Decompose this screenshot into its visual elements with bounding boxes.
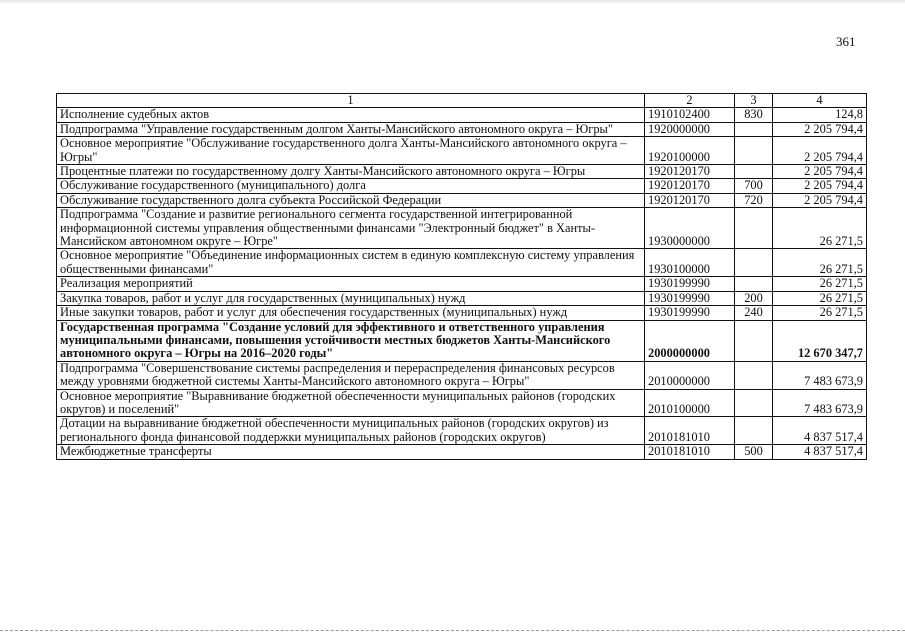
table-row <box>57 389 867 417</box>
row-code-cell: 1920120170 <box>645 179 735 193</box>
row-expense-type-cell <box>735 137 773 165</box>
row-expense-type-cell <box>735 249 773 277</box>
row-sum-cell: 2 205 794,4 <box>773 122 867 136</box>
table-row <box>57 165 867 179</box>
row-name-cell: Процентные платежи по государственному долгу Ханты-Мансийского автономного округа – Югры <box>57 165 645 179</box>
row-code-cell: 1930199990 <box>645 277 735 291</box>
row-code-cell: 1930000000 <box>645 208 735 249</box>
row-sum-cell: 26 271,5 <box>773 208 867 249</box>
table-row <box>57 179 867 193</box>
row-sum-cell: 4 837 517,4 <box>773 445 867 459</box>
row-sum-cell: 2 205 794,4 <box>773 179 867 193</box>
row-expense-type-cell <box>735 277 773 291</box>
table-row <box>57 277 867 291</box>
row-expense-type-cell <box>735 361 773 389</box>
table-row <box>57 361 867 389</box>
row-sum-cell: 26 271,5 <box>773 306 867 320</box>
row-code-cell: 2010000000 <box>645 361 735 389</box>
table-header-row <box>57 94 867 108</box>
row-expense-type-cell <box>735 122 773 136</box>
row-sum-cell: 7 483 673,9 <box>773 361 867 389</box>
row-code-cell: 1910102400 <box>645 108 735 122</box>
table-row <box>57 208 867 249</box>
header-col-sum: 4 <box>773 94 867 108</box>
row-name-cell: Подпрограмма "Совершенствование системы распределения и перераспределения финансовых ресурсов между уровнями бюджетной системы Ханты-Мансийского автономного округа – Югры" <box>57 361 645 389</box>
table-row <box>57 320 867 361</box>
row-sum-cell: 7 483 673,9 <box>773 389 867 417</box>
budget-table <box>56 93 867 460</box>
row-code-cell: 1920120170 <box>645 165 735 179</box>
table-row <box>57 137 867 165</box>
row-name-cell: Межбюджетные трансферты <box>57 445 645 459</box>
row-code-cell: 1930100000 <box>645 249 735 277</box>
row-name-cell: Дотации на выравнивание бюджетной обеспеченности муниципальных районов (городских округов) из регионального фонда финансовой поддержки муниципальных районов (городских округов) <box>57 417 645 445</box>
table-row <box>57 193 867 207</box>
table-row <box>57 108 867 122</box>
row-name-cell: Подпрограмма "Управление государственным долгом Ханты-Мансийского автономного округа – Югры" <box>57 122 645 136</box>
row-code-cell: 1920100000 <box>645 137 735 165</box>
row-expense-type-cell <box>735 165 773 179</box>
row-expense-type-cell <box>735 320 773 361</box>
table-row <box>57 445 867 459</box>
row-name-cell: Подпрограмма "Создание и развитие регионального сегмента государственной интегрированной информационной системы управления общественными финансами "Электронный бюджет" в Ханты-Мансийском автономном округе – Югре" <box>57 208 645 249</box>
row-name-cell: Реализация мероприятий <box>57 277 645 291</box>
scan-bottom-edge <box>0 630 905 633</box>
row-name-cell: Обслуживание государственного (муниципального) долга <box>57 179 645 193</box>
table-row <box>57 249 867 277</box>
row-sum-cell: 2 205 794,4 <box>773 137 867 165</box>
row-name-cell: Исполнение судебных актов <box>57 108 645 122</box>
row-expense-type-cell <box>735 417 773 445</box>
scan-top-edge <box>0 0 905 4</box>
row-name-cell: Основное мероприятие "Обслуживание государственного долга Ханты-Мансийского автономного округа – Югры" <box>57 137 645 165</box>
budget-table-body <box>57 94 867 460</box>
row-expense-type-cell <box>735 389 773 417</box>
row-code-cell: 2010181010 <box>645 445 735 459</box>
header-col-name: 1 <box>57 94 645 108</box>
row-code-cell: 2010100000 <box>645 389 735 417</box>
row-code-cell: 1920000000 <box>645 122 735 136</box>
row-code-cell: 1920120170 <box>645 193 735 207</box>
row-sum-cell: 26 271,5 <box>773 291 867 305</box>
row-sum-cell: 4 837 517,4 <box>773 417 867 445</box>
row-sum-cell: 124,8 <box>773 108 867 122</box>
row-sum-cell: 12 670 347,7 <box>773 320 867 361</box>
row-code-cell: 2010181010 <box>645 417 735 445</box>
row-expense-type-cell: 200 <box>735 291 773 305</box>
row-expense-type-cell: 720 <box>735 193 773 207</box>
row-sum-cell: 26 271,5 <box>773 277 867 291</box>
row-code-cell: 1930199990 <box>645 306 735 320</box>
table-row <box>57 291 867 305</box>
row-expense-type-cell: 830 <box>735 108 773 122</box>
row-name-cell: Основное мероприятие "Объединение информационных систем в единую комплексную систему управления общественными финансами" <box>57 249 645 277</box>
header-col-expense-type: 3 <box>735 94 773 108</box>
table-row <box>57 417 867 445</box>
row-expense-type-cell: 700 <box>735 179 773 193</box>
row-code-cell: 2000000000 <box>645 320 735 361</box>
header-col-code: 2 <box>645 94 735 108</box>
row-sum-cell: 2 205 794,4 <box>773 193 867 207</box>
row-expense-type-cell: 500 <box>735 445 773 459</box>
row-expense-type-cell: 240 <box>735 306 773 320</box>
row-name-cell: Иные закупки товаров, работ и услуг для обеспечения государственных (муниципальных) нужд <box>57 306 645 320</box>
row-sum-cell: 2 205 794,4 <box>773 165 867 179</box>
row-code-cell: 1930199990 <box>645 291 735 305</box>
row-expense-type-cell <box>735 208 773 249</box>
page-number: 361 <box>836 34 856 49</box>
row-name-cell: Государственная программа "Создание условий для эффективного и ответственного управления муниципальными финансами, повышения устойчивости местных бюджетов Ханты-Мансийского автономного округа – Югры на 2016–2020 годы" <box>57 320 645 361</box>
table-row <box>57 122 867 136</box>
table-row <box>57 306 867 320</box>
row-sum-cell: 26 271,5 <box>773 249 867 277</box>
row-name-cell: Закупка товаров, работ и услуг для государственных (муниципальных) нужд <box>57 291 645 305</box>
row-name-cell: Обслуживание государственного долга субъекта Российской Федерации <box>57 193 645 207</box>
row-name-cell: Основное мероприятие "Выравнивание бюджетной обеспеченности муниципальных районов (городских округов) и поселений" <box>57 389 645 417</box>
